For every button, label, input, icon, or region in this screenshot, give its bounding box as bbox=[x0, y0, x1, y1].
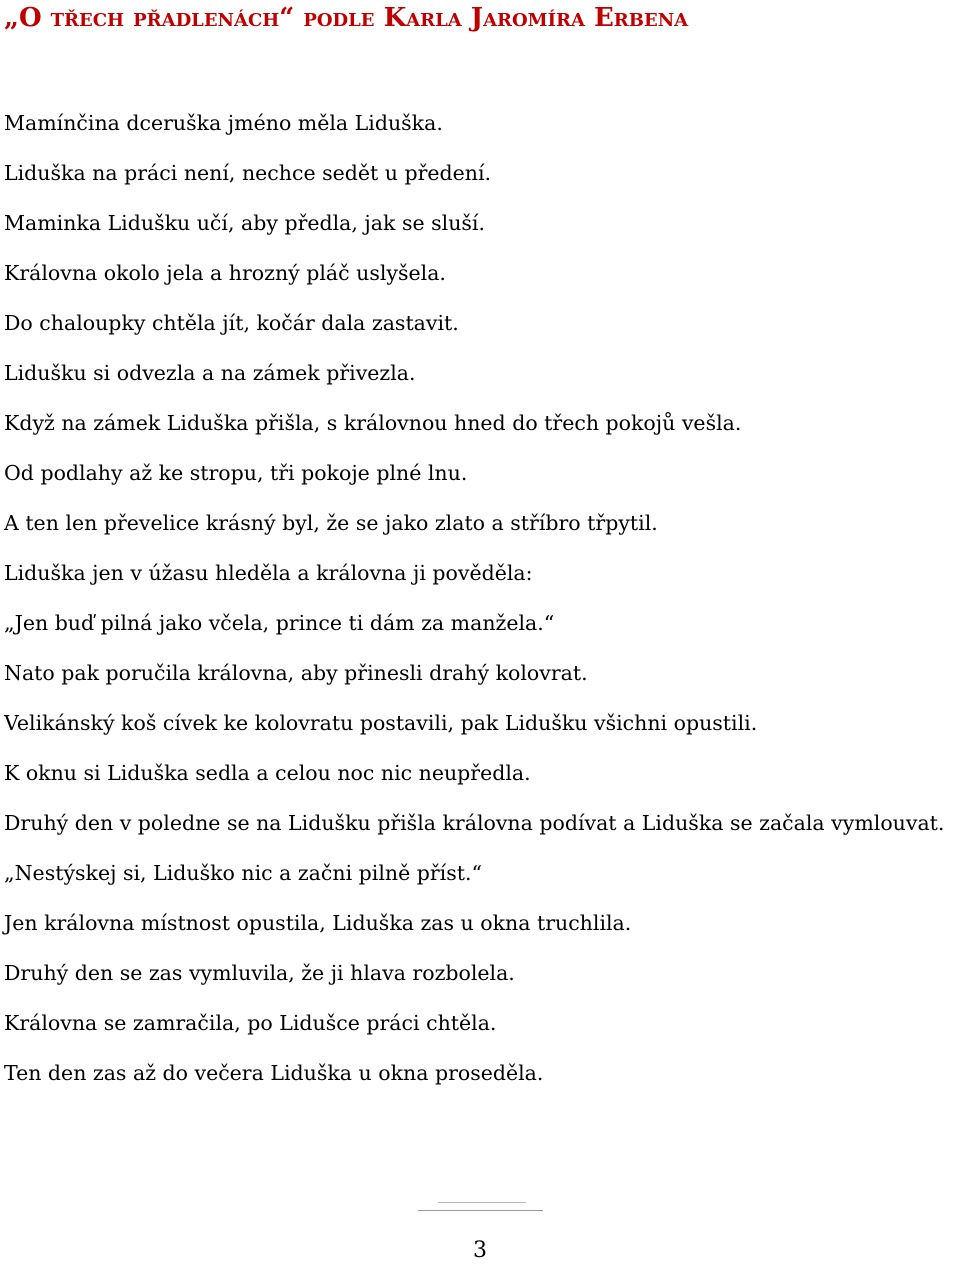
poem-line: Druhý den se zas vymluvila, že ji hlava rozbolela. bbox=[4, 961, 515, 985]
poem-line: Mamínčina dceruška jméno měla Liduška. bbox=[4, 111, 443, 135]
poem-line: Lidušku si odvezla a na zámek přivezla. bbox=[4, 361, 416, 385]
footer-divider bbox=[418, 1210, 543, 1211]
footer-divider-short bbox=[438, 1202, 526, 1203]
poem-line: „Nestýskej si, Liduško nic a začni pilně příst.“ bbox=[4, 861, 482, 885]
poem-line: Když na zámek Liduška přišla, s královnou hned do třech pokojů vešla. bbox=[4, 411, 742, 435]
poem-line: Liduška na práci není, nechce sedět u předení. bbox=[4, 161, 492, 185]
poem-line: Maminka Lidušku učí, aby předla, jak se sluší. bbox=[4, 211, 485, 235]
poem-line: Do chaloupky chtěla jít, kočár dala zastavit. bbox=[4, 311, 459, 335]
poem-line-wrapped: Druhý den v poledne se na Lidušku přišla královna podívat a Liduška se začala vymlouvat. bbox=[4, 811, 945, 835]
page-number: 3 bbox=[473, 1238, 487, 1263]
poem-line: „Jen buď pilná jako včela, prince ti dám za manžela.“ bbox=[4, 611, 555, 635]
poem-line: Velikánský koš cívek ke kolovratu postavili, pak Lidušku všichni opustili. bbox=[4, 711, 758, 735]
document-title: „O třech přadlenách“ podle Karla Jaromíra Erbena bbox=[4, 3, 689, 33]
poem-line: Královna okolo jela a hrozný pláč uslyšela. bbox=[4, 261, 446, 285]
poem-line: Královna se zamračila, po Lidušce práci chtěla. bbox=[4, 1011, 497, 1035]
poem-line: Liduška jen v úžasu hleděla a královna ji pověděla: bbox=[4, 561, 533, 585]
poem-line: Od podlahy až ke stropu, tři pokoje plné lnu. bbox=[4, 461, 468, 485]
poem-line: K oknu si Liduška sedla a celou noc nic neupředla. bbox=[4, 761, 531, 785]
poem-body bbox=[4, 108, 956, 1108]
poem-line: A ten len převelice krásný byl, že se jako zlato a stříbro třpytil. bbox=[4, 511, 658, 535]
poem-line: Ten den zas až do večera Liduška u okna proseděla. bbox=[4, 1061, 544, 1085]
poem-line: Jen královna místnost opustila, Liduška zas u okna truchlila. bbox=[4, 911, 632, 935]
poem-line: Nato pak poručila královna, aby přinesli drahý kolovrat. bbox=[4, 661, 588, 685]
